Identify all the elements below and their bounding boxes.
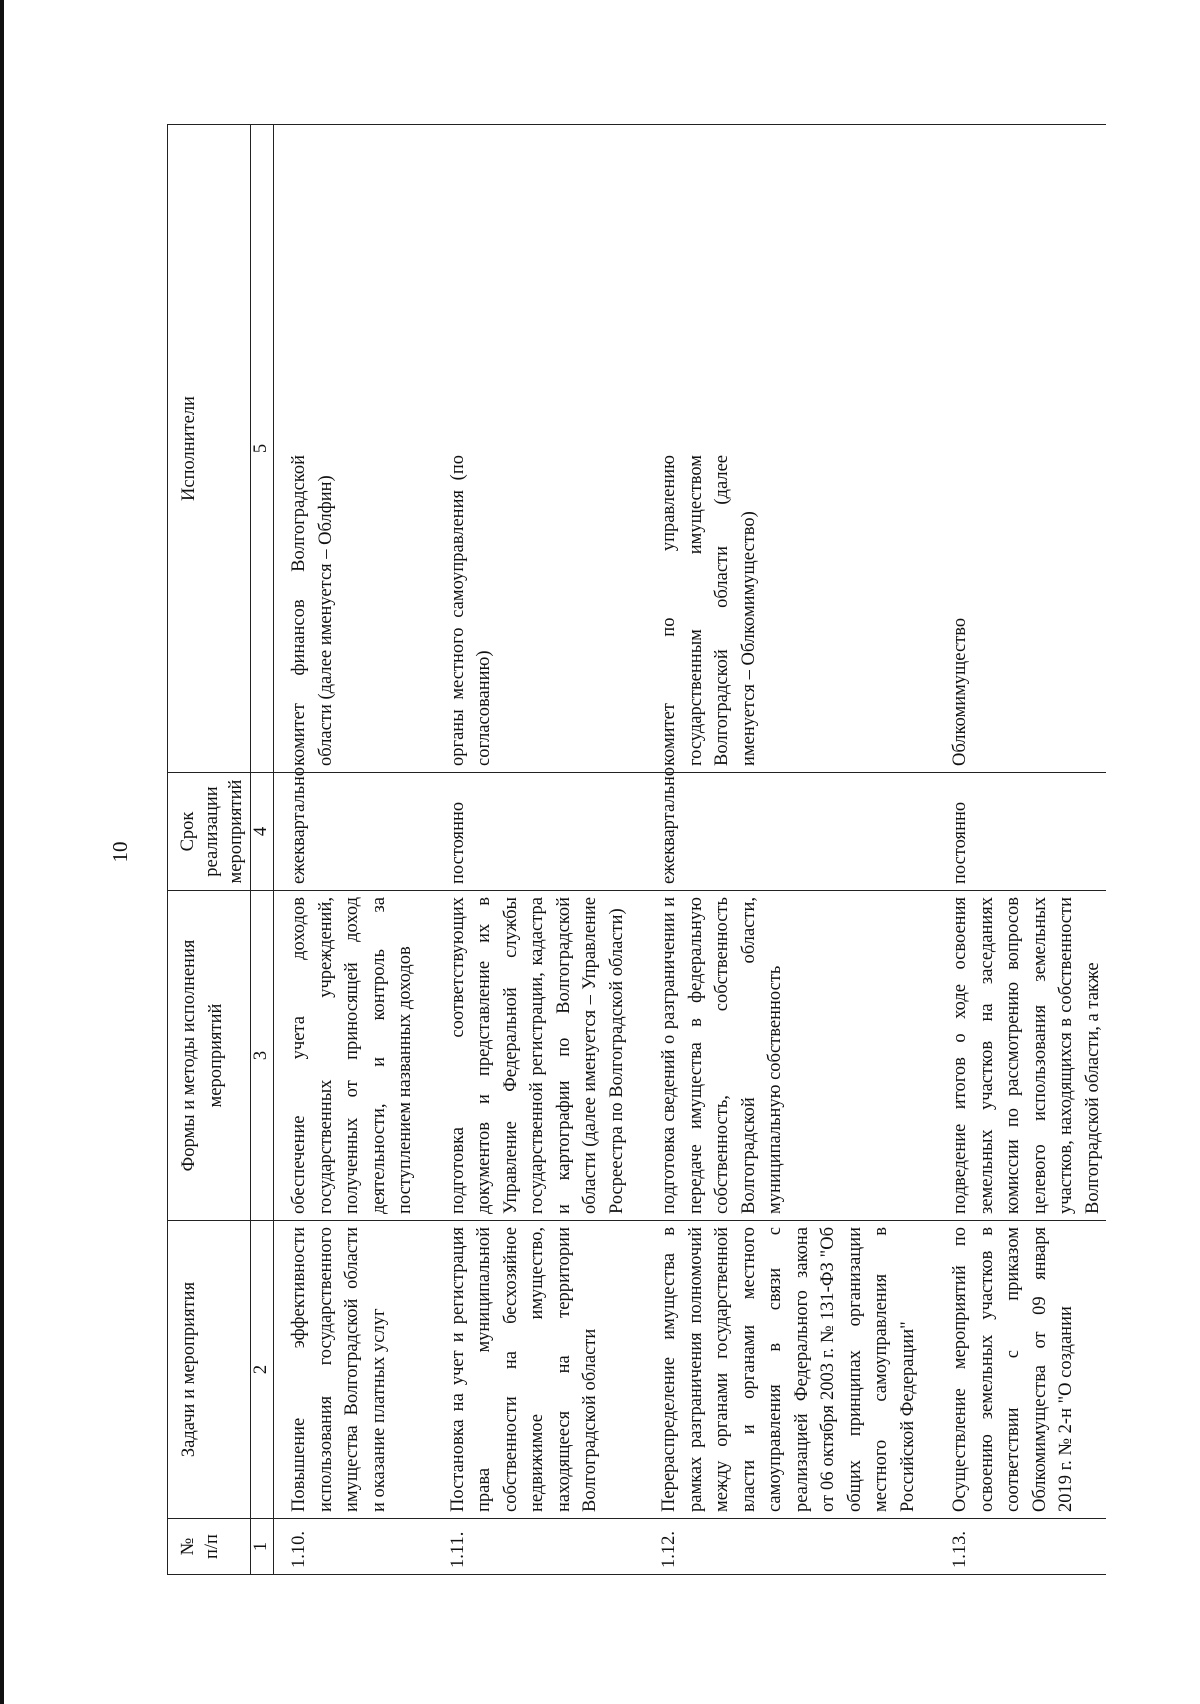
header-row — [168, 125, 251, 1575]
table-row — [935, 125, 1106, 1575]
header-term-line2: реализации — [202, 786, 222, 877]
column-number: 4 — [251, 773, 274, 891]
header-methods: Формы и методы исполнения мероприятий — [168, 891, 251, 1221]
header-number — [168, 1519, 251, 1575]
row-methods: подготовка сведений о разграничении и передаче имущества в федеральную собственность, собственность Волгоградской области, муниципальную собственность — [644, 891, 935, 1221]
row-task: Постановка на учет и регистрация права муниципальной собственности на бесхозяйное недвижимое имущество, находящееся на территории Волгоградской области — [433, 1221, 645, 1519]
row-number: 1.10. — [274, 1519, 433, 1575]
row-task: Повышение эффективности использования государственного имущества Волгоградской области и оказание платных услуг — [274, 1221, 433, 1519]
header-term — [168, 773, 251, 891]
row-methods: подведение итогов о ходе освоения земельных участков на заседаниях комиссии по рассмотрению вопросов целевого использования земельных участков, находящихся в собственности Волгоградской области, а также — [935, 891, 1106, 1221]
row-task: Осуществление мероприятий по освоению земельных участков в соответствии с приказом Облкомимущества от 09 января 2019 г. № 2-н "О создании — [935, 1221, 1106, 1519]
row-executors: органы местного самоуправления (по согласованию) — [433, 125, 645, 773]
row-executors: Облкомимущество — [935, 125, 1106, 773]
column-number: 1 — [251, 1519, 274, 1575]
column-number: 2 — [251, 1221, 274, 1519]
header-tasks: Задачи и мероприятия — [168, 1221, 251, 1519]
table-row — [433, 125, 645, 1575]
rotated-table-sheet — [167, 125, 1180, 1575]
row-methods: подготовка соответствующих документов и представление их в Управление Федеральной службы государственной регистрации, кадастра и картографии по Волгоградской области (далее именуется – Управление Росреестра по Волгоградской области) — [433, 891, 645, 1221]
column-number-row — [251, 125, 274, 1575]
page-number: 10 — [108, 841, 132, 863]
row-executors: комитет по управлению государственным имуществом Волгоградской области (далее именуется – Облкомимущество) — [644, 125, 935, 773]
header-term-line3: мероприятий — [226, 779, 246, 884]
row-term: ежеквартально — [274, 773, 433, 891]
row-term: ежеквартально — [644, 773, 935, 891]
row-term: постоянно — [433, 773, 645, 891]
table-row — [274, 125, 433, 1575]
row-task: Перераспределение имущества в рамках разграничения полномочий между органами государственной власти и органами местного самоуправления в связи с реализацией Федерального закона от 06 октября 2003 г. № 131-ФЗ "Об общих принципах организации местного самоуправления в Российской Федерации" — [644, 1221, 935, 1519]
table-row — [644, 125, 935, 1575]
row-number: 1.13. — [935, 1519, 1106, 1575]
measures-table — [167, 124, 1106, 1575]
header-term-line1: Срок — [178, 811, 198, 852]
row-term: постоянно — [935, 773, 1106, 891]
column-number: 3 — [251, 891, 274, 1221]
row-number: 1.11. — [433, 1519, 645, 1575]
header-executors: Исполнители — [168, 125, 251, 773]
scan-edge-shadow — [0, 0, 4, 1704]
row-executors: комитет финансов Волгоградской области (далее именуется – Облфин) — [274, 125, 433, 773]
header-number-line2: п/п — [202, 1534, 222, 1559]
row-methods: обеспечение учета доходов государственных учреждений, полученных от приносящей доход деятельности, и контроль за поступлением названных доходов — [274, 891, 433, 1221]
header-number-line1: № — [178, 1537, 198, 1556]
column-number: 5 — [251, 125, 274, 773]
row-number: 1.12. — [644, 1519, 935, 1575]
